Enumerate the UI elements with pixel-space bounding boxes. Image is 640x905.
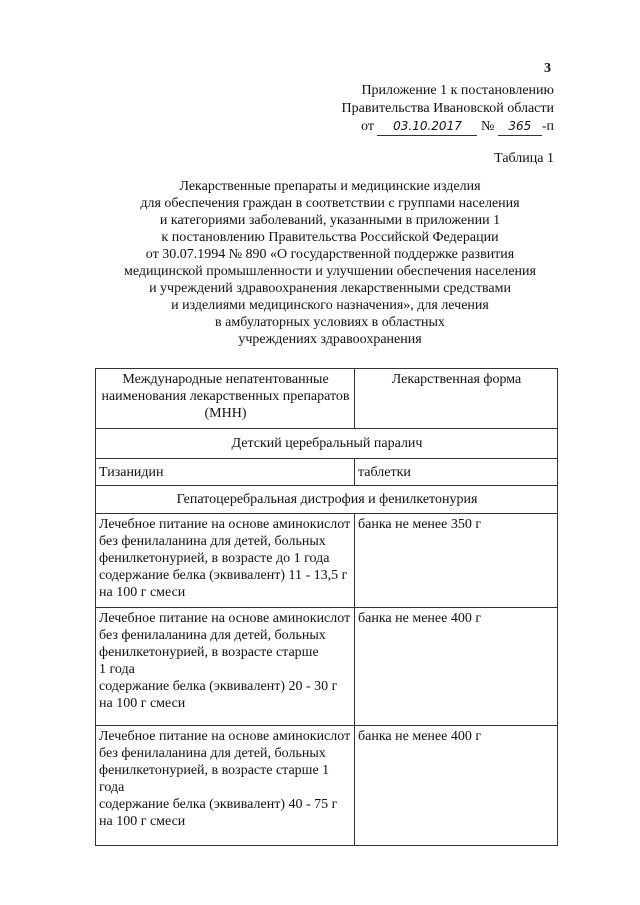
section-title: Детский церебральный паралич <box>96 429 558 459</box>
title-line: Лекарственные препараты и медицинские изделия <box>179 179 481 194</box>
appendix-header <box>254 82 554 136</box>
drug-name-line: содержание белка (эквивалент) 40 - 75 г <box>99 797 338 812</box>
form-cell: таблетки <box>355 459 558 486</box>
drug-name-cell <box>96 726 355 846</box>
drug-name-line: фенилкетонурией, в возрасте до 1 года <box>99 551 330 566</box>
title-line: и категориями заболеваний, указанными в приложении 1 <box>159 213 501 228</box>
drug-name-line: года <box>99 780 125 795</box>
drug-name-line: содержание белка (эквивалент) 11 - 13,5 г <box>99 568 348 583</box>
title-line: медицинской промышленности и улучшении обеспечения населения <box>124 264 536 279</box>
header-cell: Лекарственная форма <box>355 369 558 429</box>
from-label: от <box>361 119 374 134</box>
table-label: Таблица 1 <box>494 151 554 166</box>
drug-name-line: Лечебное питание на основе аминокислот <box>99 729 351 744</box>
title-line: от 30.07.1994 № 890 «О государственной поддержке развития <box>145 247 515 262</box>
number-suffix: -п <box>541 119 554 134</box>
section-title: Гепатоцеребральная дистрофия и фенилкетонурия <box>96 486 558 514</box>
number-label: № <box>480 119 495 134</box>
drug-name-line: Лечебное питание на основе аминокислот <box>99 517 351 532</box>
appendix-date-line <box>254 118 554 136</box>
drug-name-line: на 100 г смеси <box>99 585 186 600</box>
drug-name-line: содержание белка (эквивалент) 20 - 30 г <box>99 679 338 694</box>
drug-name-line: без фенилаланина для детей, больных <box>99 534 326 549</box>
drug-name-cell <box>96 459 355 486</box>
title-line: и учреждений здравоохранения лекарственными средствами <box>149 281 511 296</box>
table-row <box>96 608 558 726</box>
drug-name-line: на 100 г смеси <box>99 814 186 829</box>
document-title <box>95 178 565 348</box>
table-row <box>96 514 558 608</box>
drug-name-line: Тизанидин <box>99 464 164 480</box>
drug-name-cell <box>96 608 355 726</box>
handwritten-date: 03.10.2017 <box>377 118 477 136</box>
form-cell: банка не менее 400 г <box>355 726 558 846</box>
title-line: к постановлению Правительства Российской Федерации <box>161 230 499 245</box>
drug-name-line: фенилкетонурией, в возрасте старше <box>99 645 319 660</box>
drug-name-line: фенилкетонурией, в возрасте старше 1 <box>99 763 330 778</box>
table-row <box>96 726 558 846</box>
drug-name-line: без фенилаланина для детей, больных <box>99 628 326 643</box>
header-cell: Международные непатентованные наименования лекарственных препаратов (МНН) <box>96 369 355 429</box>
appendix-line: Правительства Ивановской области <box>341 101 554 116</box>
section-row <box>96 486 558 514</box>
table-row <box>96 459 558 486</box>
title-line: учреждениях здравоохранения <box>238 332 422 347</box>
drug-name-line: 1 года <box>99 662 135 677</box>
form-cell: банка не менее 400 г <box>355 608 558 726</box>
page-number: 3 <box>544 61 551 76</box>
section-row <box>96 429 558 459</box>
title-line: и изделиями медицинского назначения», для лечения <box>171 298 489 313</box>
title-line: в амбулаторных условиях в областных <box>215 315 445 330</box>
medication-table <box>95 368 558 846</box>
table-header-row <box>96 369 558 429</box>
form-cell: банка не менее 350 г <box>355 514 558 608</box>
handwritten-number: 365 <box>498 118 542 136</box>
title-line: для обеспечения граждан в соответствии с группами населения <box>140 196 520 211</box>
drug-name-cell <box>96 514 355 608</box>
drug-name-line: Лечебное питание на основе аминокислот <box>99 611 351 626</box>
drug-name-line: на 100 г смеси <box>99 696 186 711</box>
drug-name-line: без фенилаланина для детей, больных <box>99 746 326 761</box>
appendix-line: Приложение 1 к постановлению <box>361 83 554 98</box>
